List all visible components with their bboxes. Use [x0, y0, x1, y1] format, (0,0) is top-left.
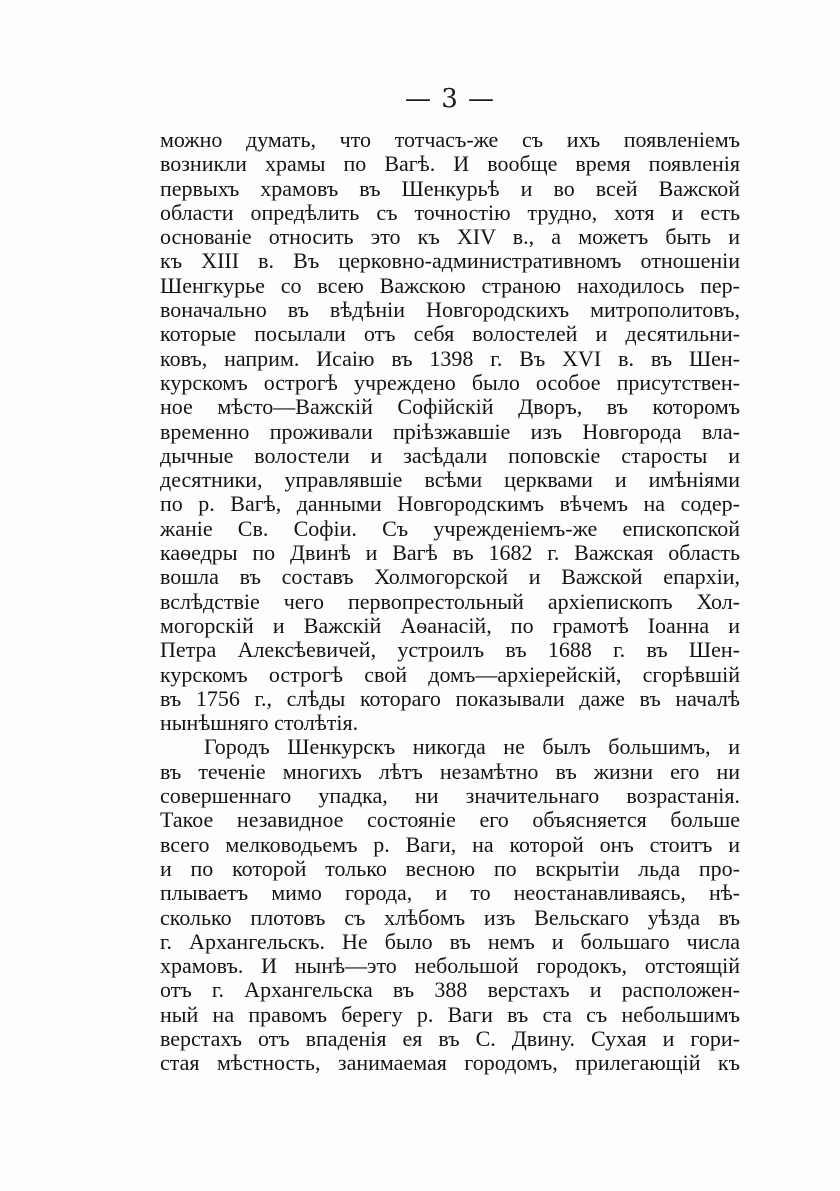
text-line: десятники, управлявшіе всѣми церквами и имѣніями: [160, 467, 740, 493]
text-line: верстахъ отъ впаденія ея въ С. Двину. Сухая и гори-: [160, 1025, 740, 1051]
text-line: области опредѣлить съ точностію трудно, хотя и есть: [160, 199, 740, 225]
text-line: совершеннаго упадка, ни значительнаго возрастанія.: [160, 783, 740, 809]
text-line: отъ г. Архангельска въ 388 верстахъ и расположен-: [160, 977, 740, 1003]
text-line: нынѣшняго столѣтія.: [160, 710, 359, 736]
text-line: къ XIII в. Въ церковно-административномъ отношеніи: [160, 248, 740, 274]
text-line: первыхъ храмовъ въ Шенкурьѣ и во всей Важской: [160, 175, 740, 201]
text-line: курскомъ острогѣ свой домъ—архіерейскій, сгорѣвшій: [160, 661, 740, 687]
page-number: — 3 —: [404, 84, 496, 114]
text-line: ный на правомъ берегу р. Ваги въ ста съ небольшимъ: [160, 1001, 740, 1027]
text-line: Такое незавидное состояніе его объясняется больше: [160, 807, 740, 833]
text-line: въ 1756 г., слѣды котораго показывали даже въ началѣ: [160, 685, 740, 711]
text-line: курскомъ острогѣ учреждено было особое присутствен-: [160, 369, 740, 395]
text-line: въ теченіе многихъ лѣтъ незамѣтно въ жизни его ни: [160, 758, 740, 784]
text-line: которые посылали отъ себя волостелей и десятильни-: [160, 321, 740, 347]
text-line: стая мѣстность, занимаемая городомъ, прилегающій къ: [160, 1050, 740, 1076]
text-line: воначально въ вѣдѣніи Новгородскихъ митрополитовъ,: [160, 297, 740, 323]
text-line: каѳедры по Двинѣ и Вагѣ въ 1682 г. Важская область: [160, 540, 740, 566]
text-line: вслѣдствіе чего первопрестольный архіепископъ Хол-: [160, 588, 740, 614]
text-line: храмовъ. И нынѣ—это небольшой городокъ, отстоящій: [160, 953, 740, 979]
text-line: Петра Алексѣевичей, устроилъ въ 1688 г. въ Шен-: [160, 637, 740, 663]
text-line: сколько плотовъ съ хлѣбомъ изъ Вельскаго уѣзда въ: [160, 904, 740, 930]
text-line: всего мелководьемъ р. Ваги, на которой онъ стоитъ и: [160, 831, 740, 857]
text-line: ковъ, наприм. Исаію въ 1398 г. Въ XVI в. въ Шен-: [160, 345, 740, 371]
text-line: Городъ Шенкурскъ никогда не былъ большимъ, и: [204, 734, 740, 760]
text-line: основаніе относить это къ XIV в., а можетъ быть и: [160, 224, 740, 250]
text-line: временно проживали пріѣзжавшіе изъ Новгорода вла-: [160, 418, 740, 444]
text-line: плываетъ мимо города, и то неостанавливаясь, нѣ-: [160, 880, 740, 906]
text-line: могорскій и Важскій Аѳанасій, по грамотѣ Іоанна и: [160, 612, 740, 638]
text-line: по р. Вагѣ, данными Новгородскимъ вѣчемъ на содер-: [160, 491, 740, 517]
text-line: г. Архангельскъ. Не было въ немъ и большаго числа: [160, 928, 740, 954]
text-line: и по которой только весною по вскрытіи льда про-: [160, 855, 740, 881]
text-line: жаніе Св. Софіи. Съ учрежденіемъ-же епископской: [160, 515, 740, 541]
text-line: дычные волостели и засѣдали поповскіе старосты и: [160, 442, 740, 468]
text-line: возникли храмы по Вагѣ. И вообще время появленія: [160, 151, 740, 177]
text-line: Шенгкурье со всею Важскою страною находилось пер-: [160, 272, 740, 298]
text-line: можно думать, что тотчасъ-же съ ихъ появленіемъ: [160, 127, 740, 152]
text-line: ное мѣсто—Важскій Софійскій Дворъ, въ которомъ: [160, 394, 740, 420]
text-line: вошла въ составъ Холмогорской и Важской епархіи,: [160, 564, 740, 590]
body-text: [160, 128, 740, 1076]
